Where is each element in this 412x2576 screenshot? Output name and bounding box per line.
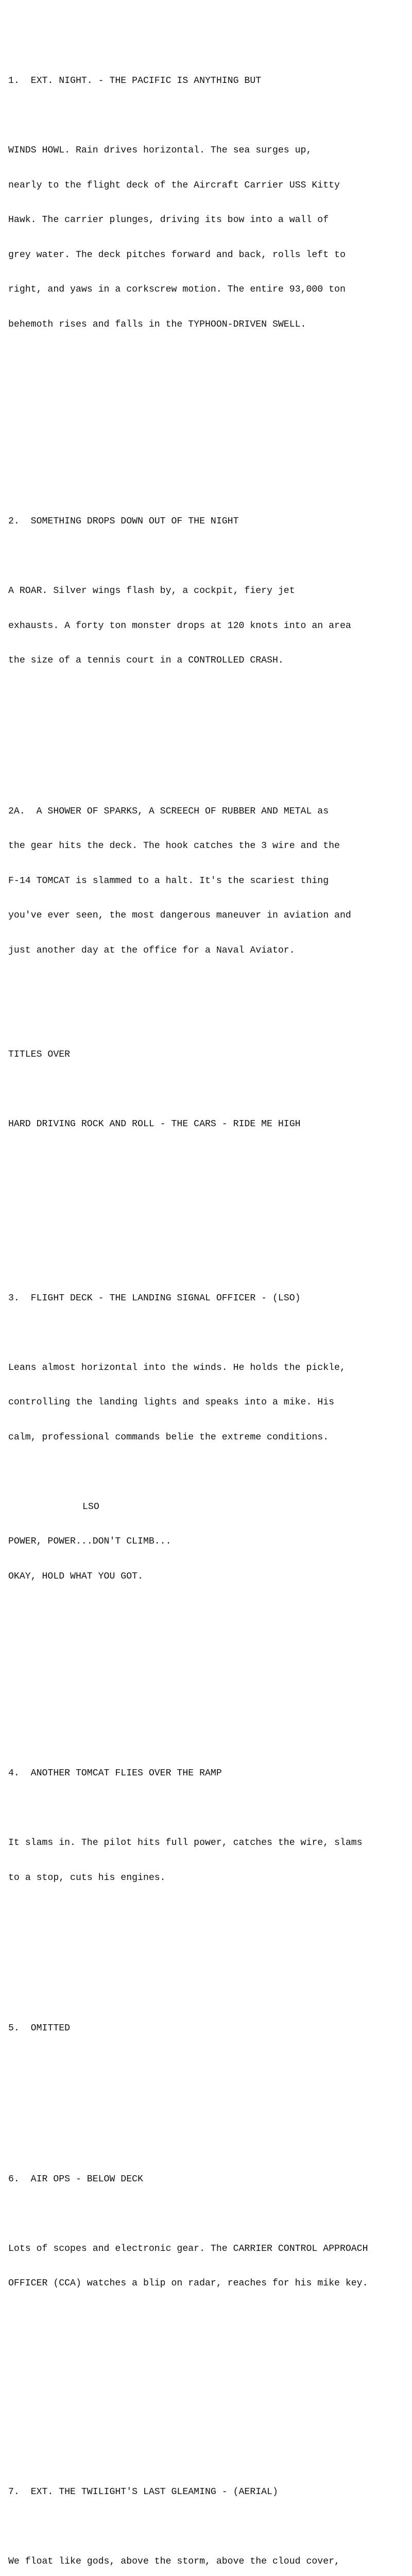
action-line: nearly to the flight deck of the Aircraft Carrier USS Kitty — [8, 180, 340, 191]
scene-4 — [8, 1744, 412, 1907]
action-line: WINDS HOWL. Rain drives horizontal. The sea surges up, — [8, 145, 312, 156]
action-line: grey water. The deck pitches forward and back, rolls left to — [8, 249, 346, 260]
action-line: calm, professional commands belie the extreme conditions. — [8, 1432, 329, 1443]
scene-heading: 2. SOMETHING DROPS DOWN OUT OF THE NIGHT — [8, 516, 239, 527]
action-line: behemoth rises and falls in the TYPHOON-DRIVEN SWELL. — [8, 319, 306, 330]
scene-6 — [8, 2150, 412, 2313]
action-line: the size of a tennis court in a CONTROLLED CRASH. — [8, 655, 284, 666]
music-cue: HARD DRIVING ROCK AND ROLL - THE CARS - RIDE ME HIGH — [8, 1119, 301, 1129]
action-line: It slams in. The pilot hits full power, catches the wire, slams — [8, 1838, 363, 1848]
action-line: Lots of scopes and electronic gear. The CARRIER CONTROL APPROACH — [8, 2243, 368, 2254]
scene-3 — [8, 1269, 412, 1606]
action-line: F-14 TOMCAT is slammed to a halt. It's the scariest thing — [8, 875, 329, 886]
screenplay-page — [8, 6, 412, 2576]
action-line: exhausts. A forty ton monster drops at 120 knots into an area — [8, 620, 351, 631]
scene-7 — [8, 2463, 412, 2576]
scene-2 — [8, 493, 412, 690]
action-line: right, and yaws in a corkscrew motion. The entire 93,000 ton — [8, 284, 346, 295]
action-line: controlling the landing lights and speaks into a mike. His — [8, 1397, 335, 1408]
scene-heading: 5. OMITTED — [8, 2023, 71, 2033]
action-line: to a stop, cuts his engines. — [8, 1872, 166, 1883]
scene-heading: 6. AIR OPS - BELOW DECK — [8, 2174, 143, 2184]
scene-5 — [8, 1999, 412, 2058]
dialogue-line: OKAY, HOLD WHAT YOU GOT. — [8, 1571, 143, 1582]
action-line: We float like gods, above the storm, above the cloud cover, — [8, 2556, 340, 2567]
action-line: you've ever seen, the most dangerous maneuver in aviation and — [8, 910, 351, 921]
titles-over: TITLES OVER — [8, 1049, 71, 1060]
action-line: A ROAR. Silver wings flash by, a cockpit, fiery jet — [8, 586, 295, 596]
scene-heading: 4. ANOTHER TOMCAT FLIES OVER THE RAMP — [8, 1768, 222, 1778]
action-line: the gear hits the deck. The hook catches the 3 wire and the — [8, 841, 340, 851]
action-line: 2A. A SHOWER OF SPARKS, A SCREECH OF RUBBER AND METAL as — [8, 806, 329, 817]
action-line: OFFICER (CCA) watches a blip on radar, reaches for his mike key. — [8, 2278, 368, 2289]
scene-heading: 7. EXT. THE TWILIGHT'S LAST GLEAMING - (AERIAL) — [8, 2487, 278, 2497]
scene-2a — [8, 783, 412, 980]
scene-heading: 3. FLIGHT DECK - THE LANDING SIGNAL OFFICER - (LSO) — [8, 1293, 301, 1303]
action-line: just another day at the office for a Naval Aviator. — [8, 945, 295, 956]
character-name: LSO — [82, 1501, 99, 1512]
action-line: Hawk. The carrier plunges, driving its bow into a wall of — [8, 215, 329, 225]
scene-1 — [8, 52, 412, 353]
scene-heading: 1. EXT. NIGHT. - THE PACIFIC IS ANYTHING BUT — [8, 76, 262, 86]
action-line: Leans almost horizontal into the winds. He holds the pickle, — [8, 1362, 346, 1373]
dialogue-line: POWER, POWER...DON'T CLIMB... — [8, 1536, 171, 1547]
